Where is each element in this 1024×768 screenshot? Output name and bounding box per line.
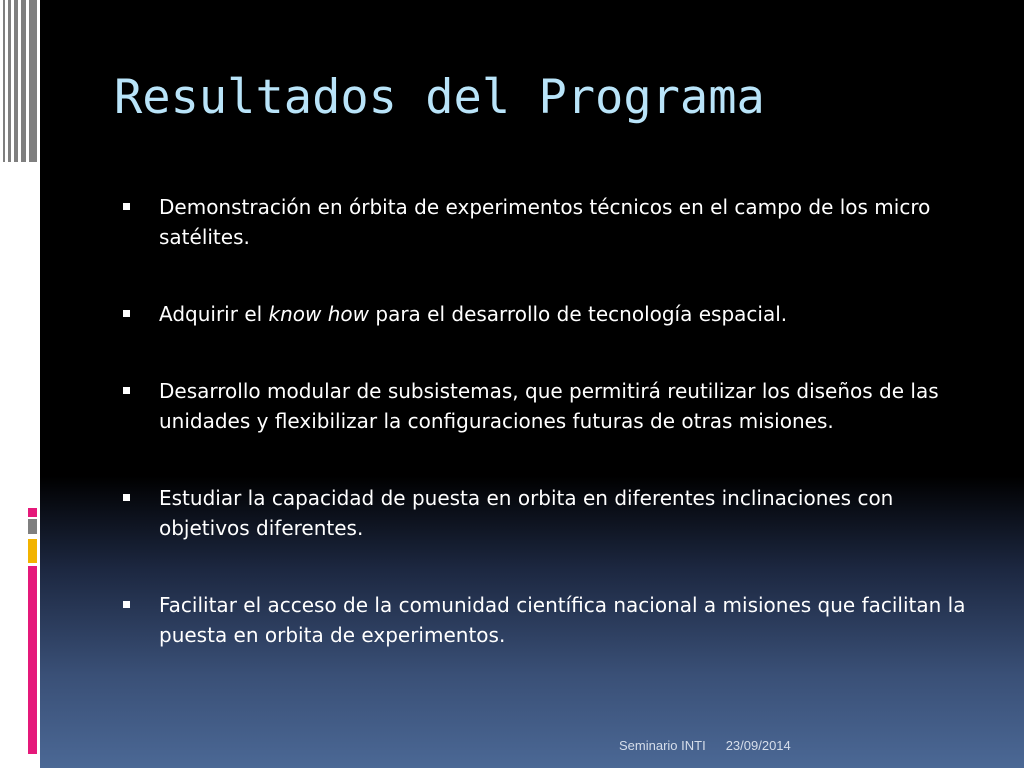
bullet-text-emphasis: know how (268, 302, 370, 326)
decor-bar-3 (14, 0, 18, 162)
decor-bar-5 (29, 0, 37, 162)
decor-bar-1 (3, 0, 5, 162)
square-bullet-icon (123, 310, 130, 317)
bullet-text-after: para el desarrollo de tecnología espacial. (369, 302, 788, 326)
accent-bar-gray (28, 519, 37, 534)
bullet-text: Facilitar el acceso de la comunidad científica nacional a misiones que facilitan la puesta en orbita de experimentos. (159, 593, 966, 647)
footer-date: 23/09/2014 (725, 738, 791, 753)
bullet-text: Estudiar la capacidad de puesta en orbita en diferentes inclinaciones con objetivos diferentes. (159, 486, 894, 540)
bullet-list (122, 192, 972, 650)
footer-event: Seminario INTI (619, 738, 706, 753)
bullet-text-before: Adquirir el (159, 302, 269, 326)
bullet-item (122, 376, 972, 436)
square-bullet-icon (123, 387, 130, 394)
slide-title: Resultados del Programa (114, 70, 765, 125)
accent-bar-pink-small (28, 508, 37, 517)
bullet-item (122, 483, 972, 543)
accent-bar-yellow (28, 539, 37, 563)
square-bullet-icon (123, 203, 130, 210)
bullet-item (122, 590, 972, 650)
square-bullet-icon (123, 601, 130, 608)
bullet-item (122, 192, 972, 252)
accent-bar-pink-long (28, 566, 37, 754)
left-decorative-band (0, 0, 40, 768)
bullet-text: Demonstración en órbita de experimentos técnicos en el campo de los micro satélites. (159, 195, 931, 249)
decor-bar-2 (8, 0, 11, 162)
bullet-text: Desarrollo modular de subsistemas, que permitirá reutilizar los diseños de las unidades y flexibilizar la configuraciones futuras de otras misiones. (159, 379, 939, 433)
square-bullet-icon (123, 494, 130, 501)
bullet-item (122, 299, 972, 329)
decor-bar-4 (21, 0, 26, 162)
slide-footer (619, 738, 791, 753)
